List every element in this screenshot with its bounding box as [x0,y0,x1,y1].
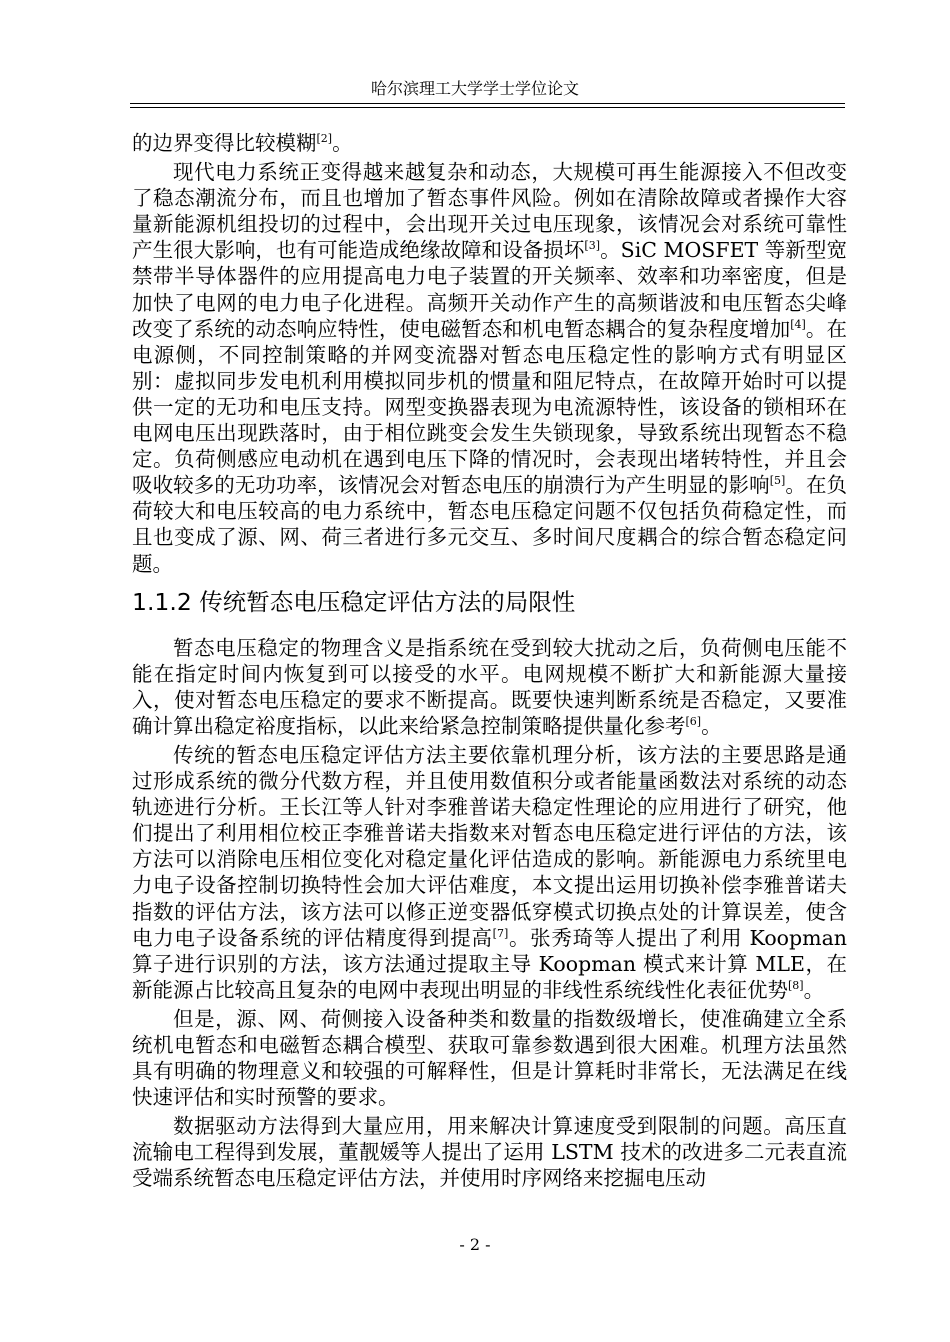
paragraph-text: 的边界变得比较模糊 [132,131,317,155]
paragraph-text: 。 [803,977,825,1002]
body-paragraph [132,1006,847,1110]
paragraph-text: 传统的暂态电压稳定评估方法主要依靠机理分析，该方法的主要思路是通过形成系统的微分代数方程，并且使用数值积分或者能量函数法对系统的动态轨迹进行分析。王长江等人针对李雅普诺夫稳定性理论的应用进行了研究，他们提出了利用相位校正李雅普诺夫指数来对暂态电压稳定进行评估的方法，该方法可以消除电压相位变化对稳定量化评估造成的影响。新能源电力系统里电力电子设备控制切换特性会加大评估难度，本文提出运用切换补偿李雅普诺夫指数的评估方法，该方法可以修正逆变器低穿模式切换点处的计算误差，使含电力电子设备系统的评估精度得到提高 [132,742,847,950]
citation-marker: [7] [492,926,509,940]
body-paragraph [132,159,847,577]
body-paragraph [132,635,847,739]
paragraph-text: 但是，源、网、荷侧接入设备种类和数量的指数级增长，使准确建立全系统机电暂态和电磁暂态耦合模型、获取可靠参数遇到很大困难。机理方法虽然具有明确的物理意义和较强的可解释性，但是计算耗时非常长，无法满足在线快速评估和实时预警的要求。 [132,1006,847,1110]
body-paragraph [132,1113,847,1191]
paragraphs-before-heading [132,130,847,577]
paragraph-text: 。SiC MOSFET 等新型宽禁带半导体器件的应用提高电力电子装置的开关频率、效率和功率密度，但是加快了电网的电力电子化进程。高频开关动作产生的高频谐波和电压暂态尖峰改变了系统的动态响应特性，使电磁暂态和机电暂态耦合的复杂程度增加 [132,238,847,341]
running-header: 哈尔滨理工大学学士学位论文 [370,79,579,98]
citation-marker: [8] [788,978,804,992]
paragraph-text: 现代电力系统正变得越来越复杂和动态，大规模可再生能源接入不但改变了稳态潮流分布，而且也增加了暂态事件风险。例如在清除故障或者操作大容量新能源机组投切的过程中，会出现开关过电压现象，该情况会对系统可靠性产生很大影响，也有可能造成绝缘故障和设备损坏 [132,160,847,263]
paragraph-text: 暂态电压稳定的物理含义是指系统在受到较大扰动之后，负荷侧电压能不能在指定时间内恢复到可以接受的水平。电网规模不断扩大和新能源大量接入，使对暂态电压稳定的要求不断提高。既要快速判断系统是否稳定，又要准确计算出稳定裕度指标，以此来给紧急控制策略提供量化参考 [132,635,847,738]
paragraph-text: 。在电源侧，不同控制策略的并网变流器对暂态电压稳定性的影响方式有明显区别：虚拟同步发电机利用模拟同步机的惯量和阻尼特点，在故障开始时可以提供一定的无功和电压支持。网型变换器表现为电流源特性，该设备的锁相环在电网电压出现跌落时，由于相位跳变会发生失锁现象，导致系统出现暂态不稳定。负荷侧感应电动机在遇到电压下降的情况时，会表现出堵转特性，并且会吸收较多的无功功率，该情况会对暂态电压的崩溃行为产生明显的影响 [132,316,848,498]
section-heading: 1.1.2 传统暂态电压稳定评估方法的局限性 [132,587,576,616]
citation-marker: [3] [584,239,601,253]
citation-marker: [4] [790,317,806,331]
header-rule-thin [130,107,845,108]
paragraph-text: 数据驱动方法得到大量应用，用来解决计算速度受到限制的问题。高压直流输电工程得到发展，董靓媛等人提出了运用 LSTM 技术的改进多二元表直流受端系统暂态电压稳定评估方法，并使用时序网络来挖掘电压动 [132,1114,847,1191]
paragraph-text: 。张秀琦等人提出了利用 Koopman 算子进行识别的方法，该方法通过提取主导 Koopman 模式来计算 MLE，在新能源占比较高且复杂的电网中表现出明显的非线性系统线性化表征优势 [132,925,847,1002]
paragraph-text: 。 [332,131,353,155]
body-paragraph [132,742,847,1003]
header-rule-thick [130,103,845,104]
citation-marker: [5] [769,474,786,488]
body-paragraph [132,130,847,156]
paragraph-text: 。在负荷较大和电压较高的电力系统中，暂态电压稳定问题不仅包括负荷稳定性，而且也变成了源、网、荷三者进行多元交互、多时间尺度耦合的综合暂态稳定问题。 [132,473,848,576]
page-number: - 2 - [459,1235,491,1254]
citation-marker: [6] [685,714,702,728]
paragraphs-after-heading [132,635,847,1192]
paragraph-text: 。 [701,713,722,738]
citation-marker: [2] [316,132,333,145]
page-body [132,130,847,1192]
